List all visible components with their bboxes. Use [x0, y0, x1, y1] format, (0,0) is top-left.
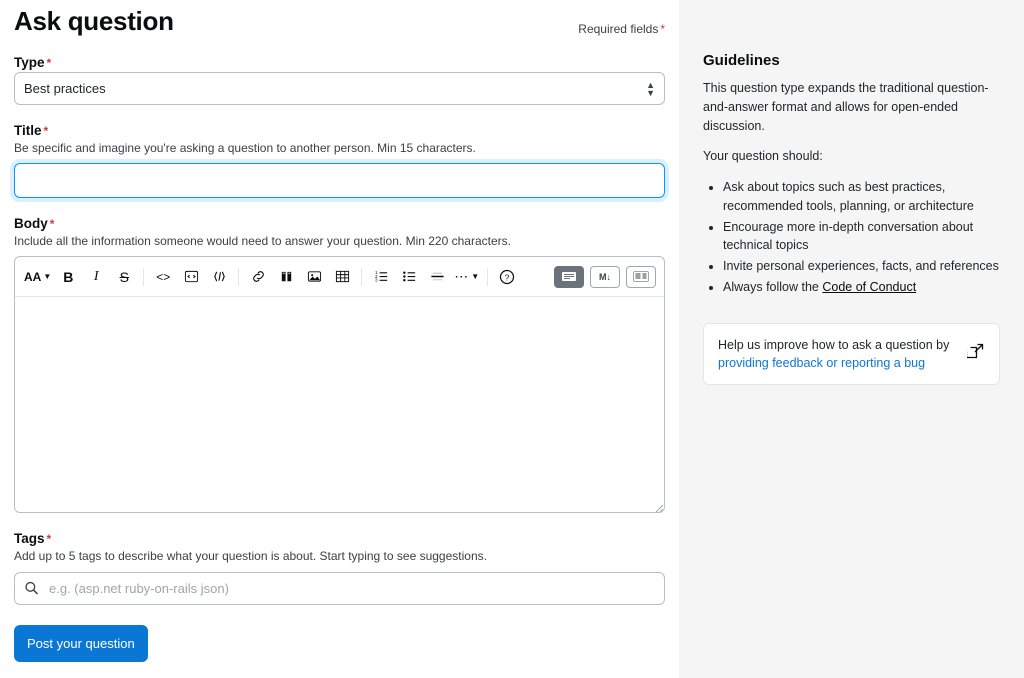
list-item-code-of-conduct — [723, 278, 1000, 297]
code-of-conduct-link[interactable]: Code of Conduct — [822, 279, 917, 294]
blockquote-icon[interactable] — [275, 264, 297, 290]
editor-toolbar — [15, 257, 664, 297]
blockquote-glyph — [279, 269, 294, 284]
tags-label-text: Tags — [14, 531, 45, 547]
code-of-conduct-prefix: Always follow the — [723, 279, 823, 294]
link-icon[interactable] — [247, 264, 269, 290]
horizontal-rule-glyph — [430, 269, 445, 284]
bold-icon[interactable]: B — [63, 268, 74, 285]
external-link-glyph — [967, 342, 985, 360]
tags-label — [14, 531, 665, 546]
title-input[interactable] — [14, 163, 665, 198]
heading-icon[interactable]: AA ▼ — [24, 269, 52, 284]
horizontal-rule-icon[interactable] — [426, 264, 448, 290]
markdown-label: M↓ — [599, 271, 611, 282]
image-icon[interactable] — [303, 264, 325, 290]
type-label — [14, 55, 665, 70]
body-textarea[interactable] — [15, 297, 664, 512]
inline-code-icon[interactable]: <> — [156, 269, 171, 284]
required-asterisk: * — [660, 22, 665, 36]
guidelines-title: Guidelines — [703, 52, 780, 69]
feedback-card[interactable] — [703, 323, 1000, 385]
field-type — [14, 55, 665, 105]
svg-text:?: ? — [504, 273, 510, 283]
body-required-asterisk: * — [49, 217, 55, 232]
help-icon[interactable] — [496, 264, 518, 290]
strikethrough-icon[interactable]: S — [119, 268, 129, 285]
bulleted-list-icon[interactable] — [398, 264, 420, 290]
ordered-list-glyph — [374, 269, 389, 284]
svg-text:3: 3 — [374, 278, 378, 284]
toolbar-divider-3 — [361, 268, 362, 286]
type-select[interactable] — [14, 72, 665, 105]
external-link-icon[interactable] — [967, 342, 985, 365]
toolbar-divider-2 — [238, 268, 239, 286]
field-tags — [14, 531, 665, 604]
type-label-text: Type — [14, 55, 45, 70]
page-header — [14, 0, 665, 37]
code-block-icon[interactable] — [180, 264, 202, 290]
toolbar-divider-4 — [487, 268, 488, 286]
feedback-link[interactable]: providing feedback or reporting a bug — [718, 355, 926, 370]
help-glyph — [499, 269, 515, 285]
tags-input[interactable] — [14, 572, 665, 605]
link-glyph — [251, 269, 266, 284]
title-label-text: Title — [14, 123, 42, 138]
snippet-icon[interactable] — [208, 264, 230, 290]
heading-icon-label: AA — [24, 269, 42, 284]
feedback-prefix: Help us improve how to ask a question by — [718, 337, 950, 352]
italic-icon[interactable]: I — [93, 268, 99, 284]
chevron-updown-icon: ▲ ▼ — [646, 79, 655, 98]
field-body — [14, 216, 665, 513]
required-fields-label: Required fields — [578, 22, 659, 36]
tags-required-asterisk: * — [46, 532, 52, 547]
editor-mode-group — [554, 266, 656, 288]
mode-preview-button[interactable] — [626, 266, 656, 288]
tags-help-text: Add up to 5 tags to describe what your question is about. Start typing to see suggestions. — [14, 549, 487, 564]
body-help-text: Include all the information someone would need to answer your question. Min 220 characters. — [14, 234, 511, 249]
list-item: • Invite personal experiences, facts, and references — [723, 257, 1000, 276]
table-glyph — [335, 269, 350, 284]
code-block-glyph — [184, 269, 199, 284]
post-question-button[interactable]: Post your question — [14, 625, 148, 662]
page-title: Ask question — [14, 6, 174, 36]
mode-rich-text-button[interactable] — [554, 266, 584, 288]
bulleted-list-glyph — [402, 269, 417, 284]
body-editor — [14, 256, 665, 513]
required-fields-note — [578, 22, 665, 36]
tags-input-wrap — [14, 572, 665, 605]
editor-resize-handle[interactable] — [652, 500, 664, 512]
more-options-icon[interactable]: ⋯ ▼ — [454, 268, 480, 285]
table-icon[interactable] — [331, 264, 353, 290]
preview-glyph — [633, 271, 649, 282]
list-item: • Encourage more in-depth conversation about technical topics — [723, 218, 1000, 256]
rich-text-glyph — [561, 271, 577, 282]
type-select-wrap — [14, 72, 665, 105]
svg-text:2: 2 — [374, 274, 378, 280]
body-editor-wrap — [14, 256, 665, 513]
image-glyph — [307, 269, 322, 284]
mode-markdown-button[interactable] — [590, 266, 620, 288]
snippet-glyph — [212, 269, 227, 284]
ordered-list-icon[interactable] — [370, 264, 392, 290]
more-dots: ⋯ — [454, 268, 469, 285]
body-label — [14, 216, 665, 231]
resize-grip-glyph — [652, 501, 664, 513]
title-help-text: Be specific and imagine you're asking a question to another person. Min 15 characters. — [14, 141, 476, 155]
toolbar-divider-1 — [143, 268, 144, 286]
guidelines-intro: This question type expands the traditional question-and-answer format and allows for open-ended discussion. — [703, 81, 989, 133]
body-label-text: Body — [14, 216, 48, 232]
guidelines-should-label: Your question should: — [703, 149, 823, 164]
guidelines-list — [703, 178, 1000, 297]
svg-text:1: 1 — [374, 270, 378, 276]
type-required-asterisk: * — [46, 56, 52, 70]
list-item: • Ask about topics such as best practices, recommended tools, planning, or architecture — [723, 178, 1000, 216]
title-label — [14, 123, 665, 138]
guidelines-sidebar — [679, 0, 1024, 678]
feedback-text — [718, 336, 957, 372]
title-required-asterisk: * — [43, 124, 49, 138]
field-title — [14, 123, 665, 198]
